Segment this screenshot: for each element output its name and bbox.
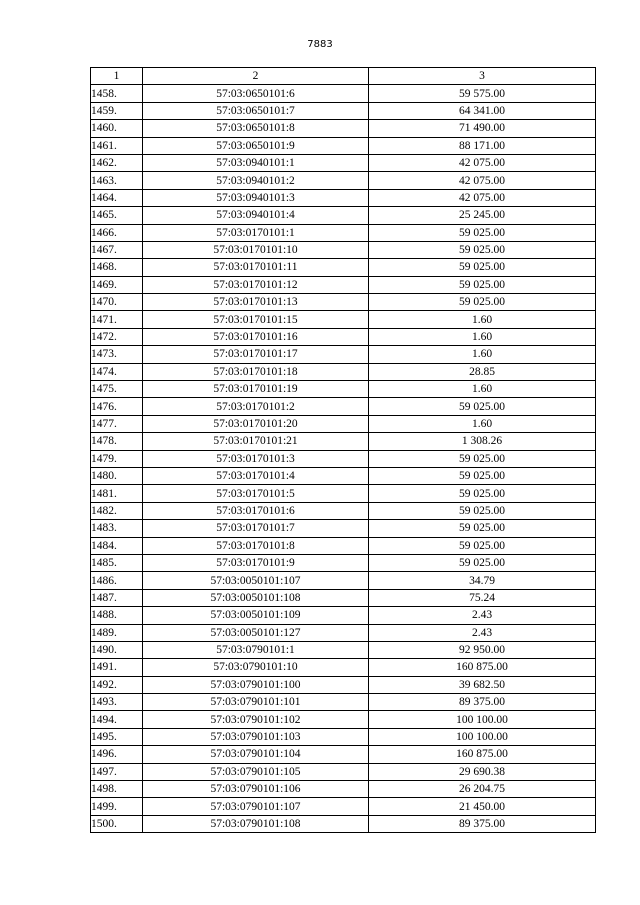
value-cell: 92 950.00 [369, 641, 596, 658]
cadastral-number-cell: 57:03:0170101:11 [143, 259, 369, 276]
column-header-1: 1 [91, 68, 143, 85]
cadastral-number-cell: 57:03:0790101:104 [143, 746, 369, 763]
table-row [91, 294, 596, 311]
table-row [91, 520, 596, 537]
row-number-cell: 1469. [91, 276, 143, 293]
row-number-cell: 1487. [91, 589, 143, 606]
cadastral-number-cell: 57:03:0170101:5 [143, 485, 369, 502]
row-number-cell: 1496. [91, 746, 143, 763]
row-number-cell: 1484. [91, 537, 143, 554]
cadastral-number-cell: 57:03:0050101:109 [143, 607, 369, 624]
table-row [91, 554, 596, 571]
value-cell: 59 025.00 [369, 450, 596, 467]
table-row [91, 815, 596, 832]
cadastral-number-cell: 57:03:0790101:102 [143, 711, 369, 728]
cadastral-number-cell: 57:03:0790101:107 [143, 798, 369, 815]
row-number-cell: 1498. [91, 781, 143, 798]
row-number-cell: 1472. [91, 328, 143, 345]
cadastral-number-cell: 57:03:0050101:127 [143, 624, 369, 641]
cadastral-number-cell: 57:03:0790101:106 [143, 781, 369, 798]
cadastral-number-cell: 57:03:0650101:6 [143, 85, 369, 102]
value-cell: 89 375.00 [369, 815, 596, 832]
value-cell: 1.60 [369, 311, 596, 328]
data-table [90, 67, 596, 833]
table-row [91, 189, 596, 206]
cadastral-number-cell: 57:03:0790101:1 [143, 641, 369, 658]
value-cell: 59 025.00 [369, 554, 596, 571]
table-row [91, 433, 596, 450]
row-number-cell: 1491. [91, 659, 143, 676]
value-cell: 59 575.00 [369, 85, 596, 102]
table-row [91, 676, 596, 693]
table-row [91, 502, 596, 519]
cadastral-number-cell: 57:03:0170101:19 [143, 381, 369, 398]
row-number-cell: 1477. [91, 415, 143, 432]
cadastral-number-cell: 57:03:0650101:7 [143, 102, 369, 119]
table-row [91, 241, 596, 258]
cadastral-number-cell: 57:03:0170101:2 [143, 398, 369, 415]
table-row [91, 207, 596, 224]
value-cell: 42 075.00 [369, 189, 596, 206]
row-number-cell: 1470. [91, 294, 143, 311]
value-cell: 59 025.00 [369, 241, 596, 258]
value-cell: 34.79 [369, 572, 596, 589]
cadastral-number-cell: 57:03:0940101:2 [143, 172, 369, 189]
row-number-cell: 1474. [91, 363, 143, 380]
row-number-cell: 1480. [91, 467, 143, 484]
row-number-cell: 1495. [91, 728, 143, 745]
value-cell: 2.43 [369, 624, 596, 641]
cadastral-number-cell: 57:03:0170101:21 [143, 433, 369, 450]
table-row [91, 415, 596, 432]
row-number-cell: 1497. [91, 763, 143, 780]
table-row [91, 137, 596, 154]
table-row [91, 589, 596, 606]
cadastral-number-cell: 57:03:0790101:100 [143, 676, 369, 693]
row-number-cell: 1485. [91, 554, 143, 571]
value-cell: 59 025.00 [369, 485, 596, 502]
value-cell: 21 450.00 [369, 798, 596, 815]
row-number-cell: 1464. [91, 189, 143, 206]
cadastral-number-cell: 57:03:0790101:10 [143, 659, 369, 676]
table-row [91, 363, 596, 380]
value-cell: 59 025.00 [369, 398, 596, 415]
table-row [91, 398, 596, 415]
column-header-2: 2 [143, 68, 369, 85]
value-cell: 71 490.00 [369, 120, 596, 137]
cadastral-number-cell: 57:03:0170101:1 [143, 224, 369, 241]
value-cell: 59 025.00 [369, 520, 596, 537]
row-number-cell: 1486. [91, 572, 143, 589]
cadastral-number-cell: 57:03:0940101:4 [143, 207, 369, 224]
cadastral-number-cell: 57:03:0940101:3 [143, 189, 369, 206]
table-row [91, 467, 596, 484]
value-cell: 59 025.00 [369, 259, 596, 276]
row-number-cell: 1459. [91, 102, 143, 119]
table-row [91, 694, 596, 711]
cadastral-number-cell: 57:03:0170101:15 [143, 311, 369, 328]
value-cell: 1.60 [369, 328, 596, 345]
table-row [91, 102, 596, 119]
row-number-cell: 1499. [91, 798, 143, 815]
cadastral-number-cell: 57:03:0170101:9 [143, 554, 369, 571]
cadastral-number-cell: 57:03:0170101:13 [143, 294, 369, 311]
table-row [91, 120, 596, 137]
value-cell: 59 025.00 [369, 467, 596, 484]
table-row [91, 641, 596, 658]
table-row [91, 346, 596, 363]
cadastral-number-cell: 57:03:0790101:108 [143, 815, 369, 832]
row-number-cell: 1463. [91, 172, 143, 189]
row-number-cell: 1467. [91, 241, 143, 258]
value-cell: 39 682.50 [369, 676, 596, 693]
row-number-cell: 1490. [91, 641, 143, 658]
table-row [91, 659, 596, 676]
row-number-cell: 1479. [91, 450, 143, 467]
cadastral-number-cell: 57:03:0170101:3 [143, 450, 369, 467]
cadastral-number-cell: 57:03:0170101:16 [143, 328, 369, 345]
row-number-cell: 1475. [91, 381, 143, 398]
table-row [91, 763, 596, 780]
cadastral-number-cell: 57:03:0170101:8 [143, 537, 369, 554]
cadastral-number-cell: 57:03:0170101:18 [143, 363, 369, 380]
cadastral-number-cell: 57:03:0170101:17 [143, 346, 369, 363]
row-number-cell: 1471. [91, 311, 143, 328]
table-row [91, 259, 596, 276]
value-cell: 2.43 [369, 607, 596, 624]
table-row [91, 537, 596, 554]
value-cell: 100 100.00 [369, 728, 596, 745]
table-row [91, 381, 596, 398]
row-number-cell: 1500. [91, 815, 143, 832]
value-cell: 89 375.00 [369, 694, 596, 711]
cadastral-number-cell: 57:03:0650101:8 [143, 120, 369, 137]
cadastral-number-cell: 57:03:0050101:107 [143, 572, 369, 589]
header-row [91, 68, 596, 85]
row-number-cell: 1494. [91, 711, 143, 728]
value-cell: 1.60 [369, 415, 596, 432]
value-cell: 42 075.00 [369, 154, 596, 171]
row-number-cell: 1488. [91, 607, 143, 624]
table-row [91, 781, 596, 798]
row-number-cell: 1460. [91, 120, 143, 137]
cadastral-number-cell: 57:03:0170101:4 [143, 467, 369, 484]
value-cell: 59 025.00 [369, 224, 596, 241]
table-row [91, 607, 596, 624]
table-row [91, 798, 596, 815]
value-cell: 160 875.00 [369, 746, 596, 763]
value-cell: 59 025.00 [369, 537, 596, 554]
cadastral-number-cell: 57:03:0170101:10 [143, 241, 369, 258]
value-cell: 88 171.00 [369, 137, 596, 154]
table-row [91, 172, 596, 189]
row-number-cell: 1482. [91, 502, 143, 519]
table-row [91, 450, 596, 467]
table-row [91, 154, 596, 171]
table-row [91, 572, 596, 589]
table-body [91, 85, 596, 833]
row-number-cell: 1483. [91, 520, 143, 537]
row-number-cell: 1493. [91, 694, 143, 711]
cadastral-number-cell: 57:03:0170101:20 [143, 415, 369, 432]
cadastral-number-cell: 57:03:0170101:12 [143, 276, 369, 293]
row-number-cell: 1458. [91, 85, 143, 102]
row-number-cell: 1476. [91, 398, 143, 415]
table-row [91, 728, 596, 745]
value-cell: 100 100.00 [369, 711, 596, 728]
value-cell: 75.24 [369, 589, 596, 606]
table-row [91, 224, 596, 241]
cadastral-number-cell: 57:03:0050101:108 [143, 589, 369, 606]
cadastral-number-cell: 57:03:0790101:105 [143, 763, 369, 780]
row-number-cell: 1492. [91, 676, 143, 693]
table-row [91, 311, 596, 328]
value-cell: 42 075.00 [369, 172, 596, 189]
table-row [91, 746, 596, 763]
value-cell: 25 245.00 [369, 207, 596, 224]
value-cell: 59 025.00 [369, 294, 596, 311]
page-number: 7883 [307, 39, 333, 50]
cadastral-number-cell: 57:03:0650101:9 [143, 137, 369, 154]
table-row [91, 276, 596, 293]
row-number-cell: 1466. [91, 224, 143, 241]
cadastral-number-cell: 57:03:0170101:6 [143, 502, 369, 519]
cadastral-number-cell: 57:03:0940101:1 [143, 154, 369, 171]
row-number-cell: 1473. [91, 346, 143, 363]
value-cell: 1 308.26 [369, 433, 596, 450]
table-row [91, 711, 596, 728]
table-row [91, 85, 596, 102]
table-row [91, 328, 596, 345]
cadastral-number-cell: 57:03:0790101:101 [143, 694, 369, 711]
row-number-cell: 1465. [91, 207, 143, 224]
value-cell: 160 875.00 [369, 659, 596, 676]
cadastral-number-cell: 57:03:0170101:7 [143, 520, 369, 537]
value-cell: 64 341.00 [369, 102, 596, 119]
table-row [91, 624, 596, 641]
row-number-cell: 1468. [91, 259, 143, 276]
value-cell: 1.60 [369, 346, 596, 363]
value-cell: 1.60 [369, 381, 596, 398]
row-number-cell: 1461. [91, 137, 143, 154]
value-cell: 28.85 [369, 363, 596, 380]
table-row [91, 485, 596, 502]
value-cell: 29 690.38 [369, 763, 596, 780]
cadastral-number-cell: 57:03:0790101:103 [143, 728, 369, 745]
row-number-cell: 1481. [91, 485, 143, 502]
column-header-3: 3 [369, 68, 596, 85]
value-cell: 59 025.00 [369, 502, 596, 519]
value-cell: 26 204.75 [369, 781, 596, 798]
row-number-cell: 1462. [91, 154, 143, 171]
row-number-cell: 1478. [91, 433, 143, 450]
row-number-cell: 1489. [91, 624, 143, 641]
value-cell: 59 025.00 [369, 276, 596, 293]
